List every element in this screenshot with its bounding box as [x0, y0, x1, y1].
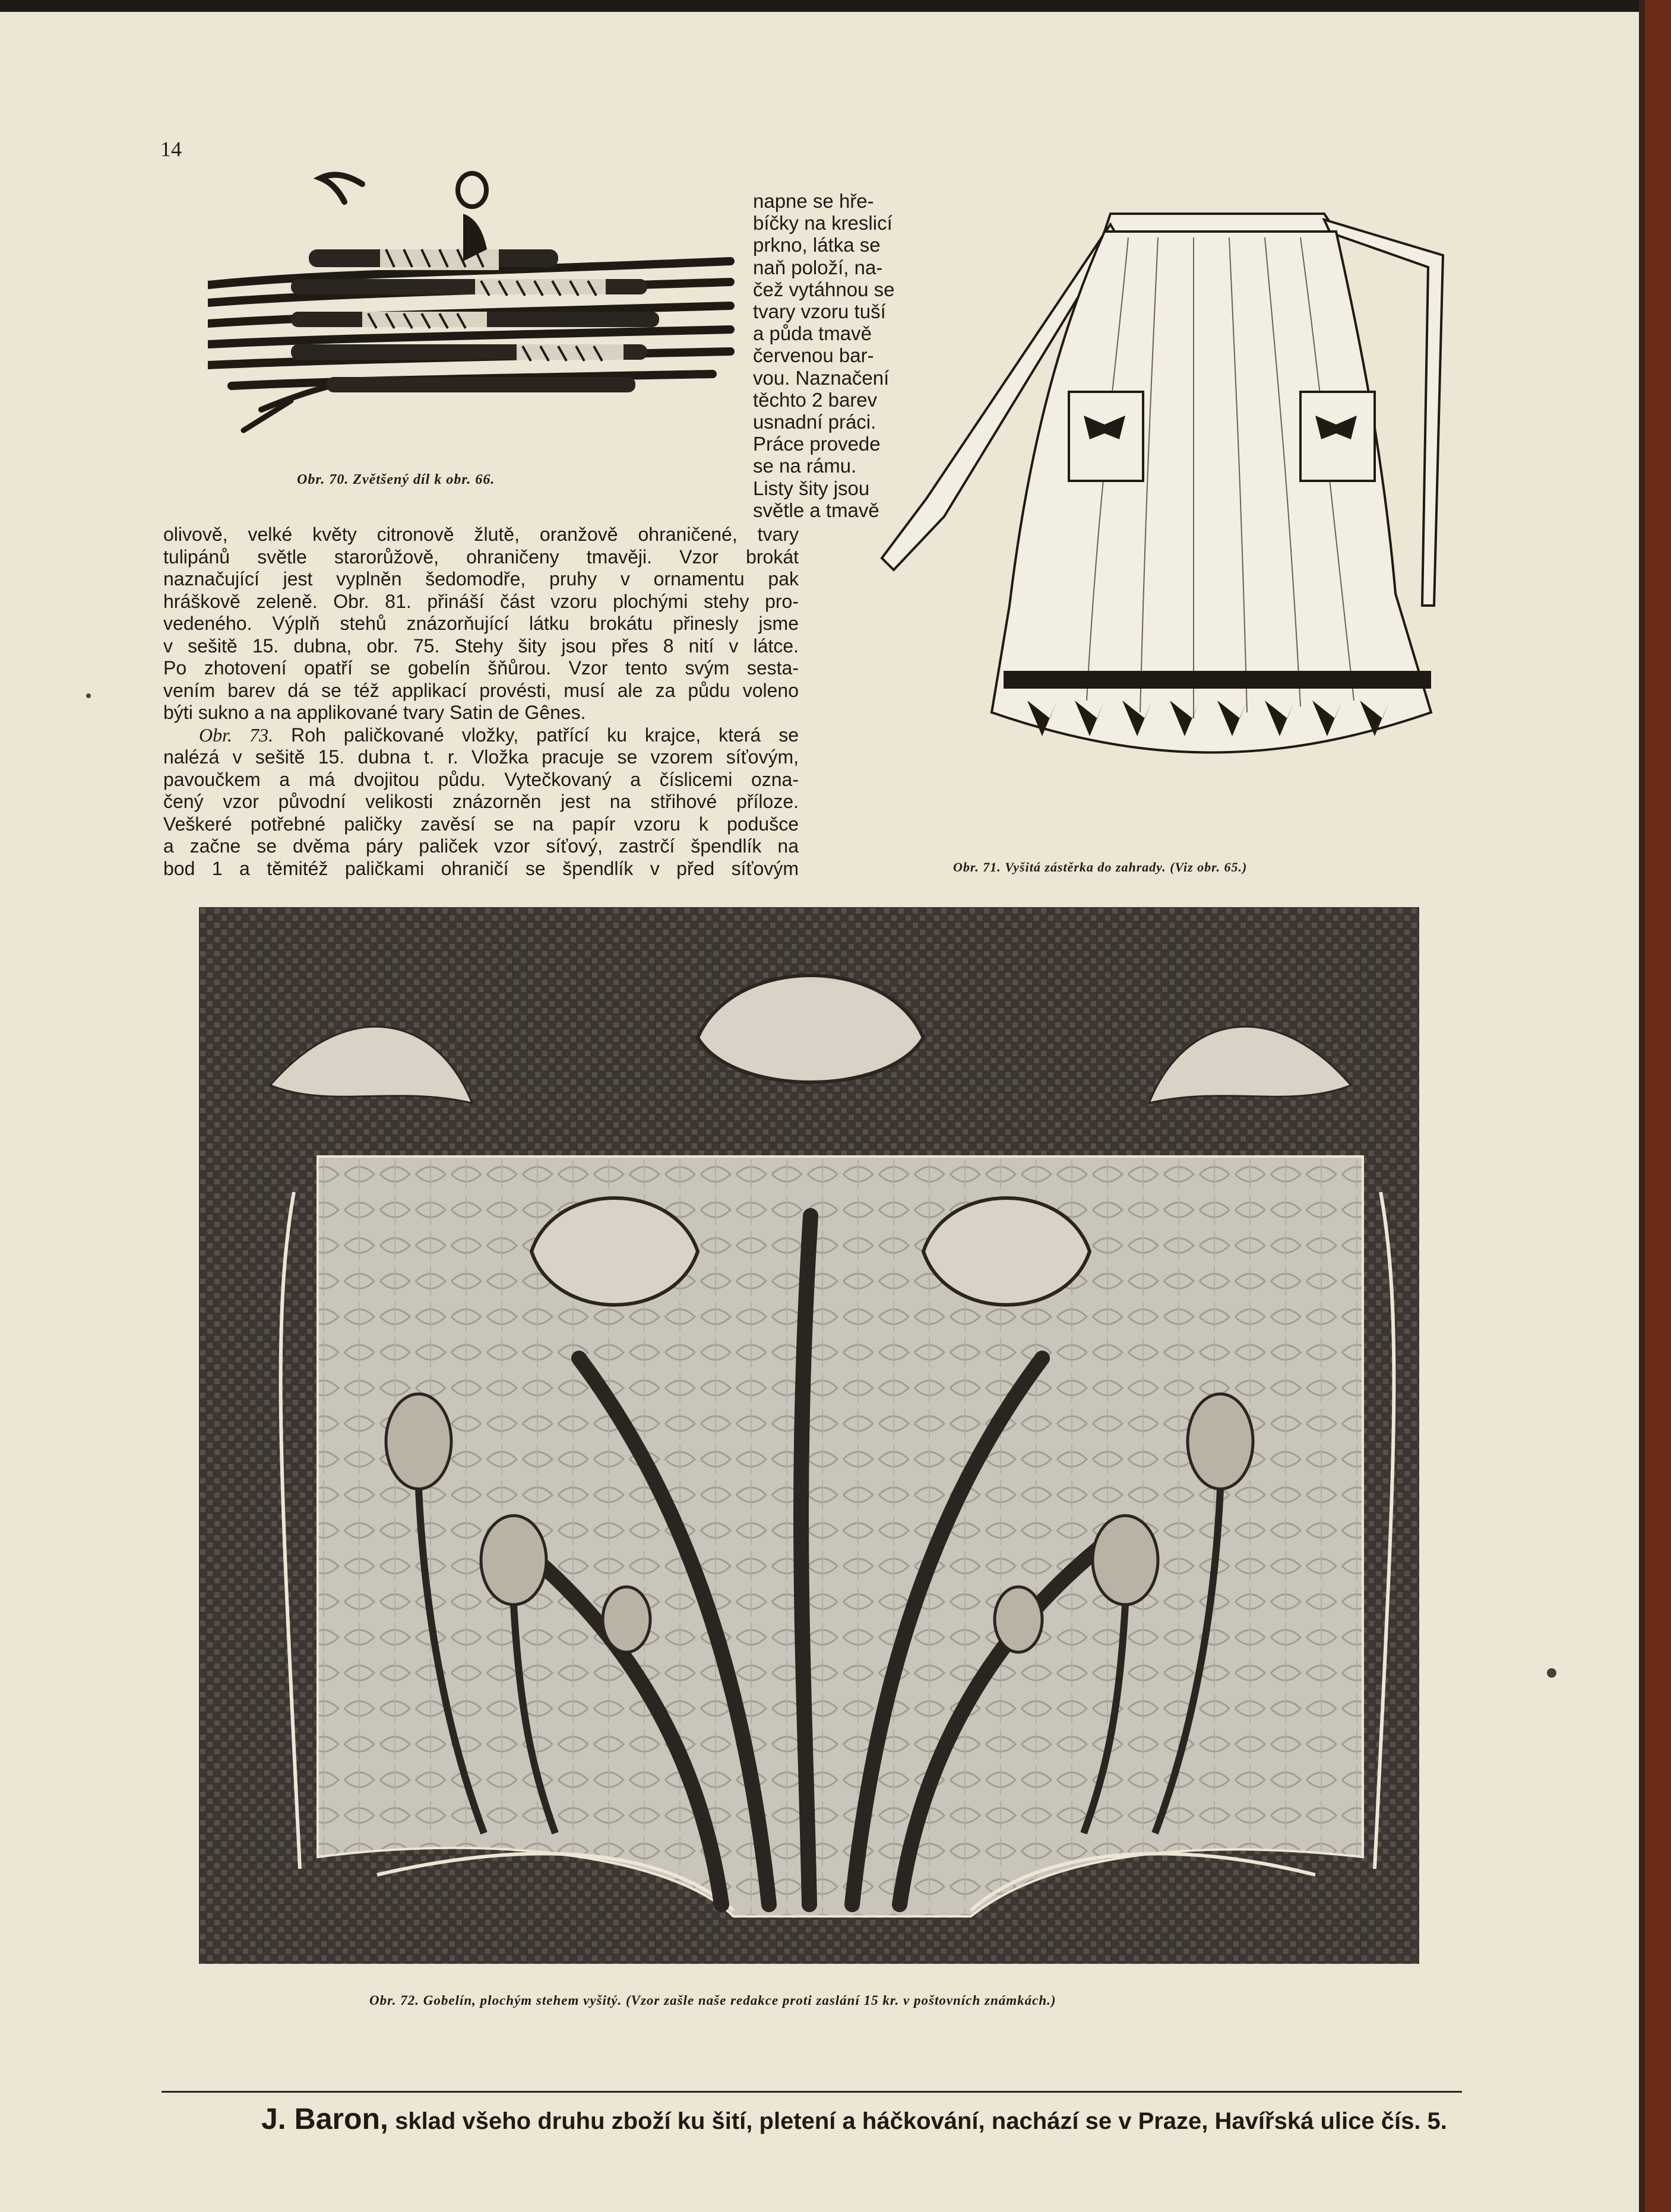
- text-line: světle a tmavě: [753, 499, 879, 521]
- figure-70-rope-weave: [208, 160, 736, 439]
- figure-71-caption: [953, 860, 1247, 875]
- figure-72-caption-note: (Vzor zašle naše redakce proti zaslání 15 kr. v poštovních známkách.): [625, 1993, 1056, 2008]
- text-line: usnadní práci.: [753, 411, 876, 433]
- text-line: vou. Naznačení: [753, 366, 890, 389]
- text-line: Listy šity jsou: [753, 477, 870, 499]
- advertisement-footer: [261, 2102, 1447, 2136]
- text-line: v sešitě 15. dubna, obr. 75. Stehy šity jsou přes 8 nití v látce.: [163, 635, 799, 657]
- paragraph-2-first-text: Roh paličkované vložky, patřící ku krajce, která se: [291, 724, 799, 746]
- paragraph-2-first-line: [163, 724, 799, 747]
- footer-brand: J. Baron,: [261, 2102, 388, 2135]
- text-line: vedeného. Výplň stehů znázorňující látku brokátu přinesly jsme: [163, 613, 799, 634]
- page-edge-border: [1639, 0, 1671, 2212]
- text-line: Práce provede: [753, 433, 881, 455]
- text-line: tulipánů světle starorůžově, ohraničeny tmavěji. Vzor brokát: [163, 546, 799, 568]
- figure-72-caption-text: Gobelín, plochým stehem vyšitý.: [423, 1993, 622, 2008]
- text-line: tvary vzoru tuší: [753, 300, 886, 323]
- text-line: čený vzor původní velikosti znázorněn jest na střihové příloze.: [163, 791, 799, 812]
- text-line: nalézá v sešitě 15. dubna t. r. Vložka pracuje se vzorem síťovým,: [163, 746, 799, 768]
- text-line: prkno, látka se: [753, 234, 881, 256]
- footer-divider: [162, 2091, 1462, 2093]
- text-line: čež vytáhnou se: [753, 278, 895, 300]
- text-line: Po zhotovení opatří se gobelín šňůrou. Vzor tento svým sesta-: [163, 657, 799, 679]
- figure-70-caption-label: Obr. 70.: [297, 472, 349, 487]
- text-line: Veškeré potřebné paličky zavěsí se na papír vzoru k podušce: [163, 813, 799, 835]
- text-line: býti sukno a na applikované tvary Satin de Gênes.: [163, 702, 586, 723]
- text-line: hráškově zeleně. Obr. 81. přináší část vzoru plochými stehy pro-: [163, 590, 799, 612]
- text-line: vením barev dá se též applikací provésti, musí ale za půdu voleno: [163, 679, 799, 701]
- text-line: bíčky na kreslicí: [753, 212, 893, 234]
- figure-71-caption-text: Vyšitá zástěrka do zahrady.: [1005, 860, 1166, 874]
- print-speck: [86, 693, 91, 698]
- print-speck: [1547, 1668, 1556, 1678]
- text-line: těchto 2 barev: [753, 388, 878, 411]
- footer-text: sklad všeho druhu zboží ku šití, pletení a háčkování, nachází se v Praze, Havířská ulice čís. 5.: [395, 2108, 1447, 2134]
- text-line: a začne se dvěma páry paliček vzor síťový, zastrčí špendlík na: [163, 835, 799, 857]
- figure-70-caption-text: Zvětšený díl k obr. 66.: [353, 472, 495, 487]
- text-line: naznačující jest vyplněn šedomodře, pruhy v ornamentu pak: [163, 568, 799, 590]
- text-line: bod 1 a těmitéž paličkami ohraničí se špendlík v před síťovým: [163, 857, 799, 879]
- text-line: se na rámu.: [753, 455, 857, 477]
- text-line: olivově, velké květy citronově žlutě, oranžově ohraničené, tvary: [163, 524, 799, 545]
- figure-71-caption-label: Obr. 71.: [953, 860, 1001, 874]
- figure-72-caption: [369, 1993, 1056, 2008]
- figure-70-caption: [297, 472, 495, 488]
- figure-71-caption-note: (Viz obr. 65.): [1170, 860, 1248, 874]
- article-wide-column: [163, 524, 799, 880]
- text-line: červenou bar-: [753, 344, 874, 367]
- text-line: naň položí, na-: [753, 256, 883, 278]
- magazine-page: [0, 12, 1639, 2212]
- figure-71-apron-illustration: [849, 190, 1449, 796]
- text-line: pavoučkem a má dvojitou půdu. Vytečkovaný a číslicemi ozna-: [163, 768, 799, 790]
- figure-72-gobelin-tapestry: [199, 907, 1419, 1964]
- figure-72-caption-label: Obr. 72.: [369, 1993, 420, 2008]
- page-number: 14: [160, 137, 182, 161]
- paragraph-2-lead: Obr. 73.: [199, 724, 274, 746]
- text-line: a půda tmavě: [753, 322, 872, 345]
- text-line: napne se hře-: [753, 190, 874, 212]
